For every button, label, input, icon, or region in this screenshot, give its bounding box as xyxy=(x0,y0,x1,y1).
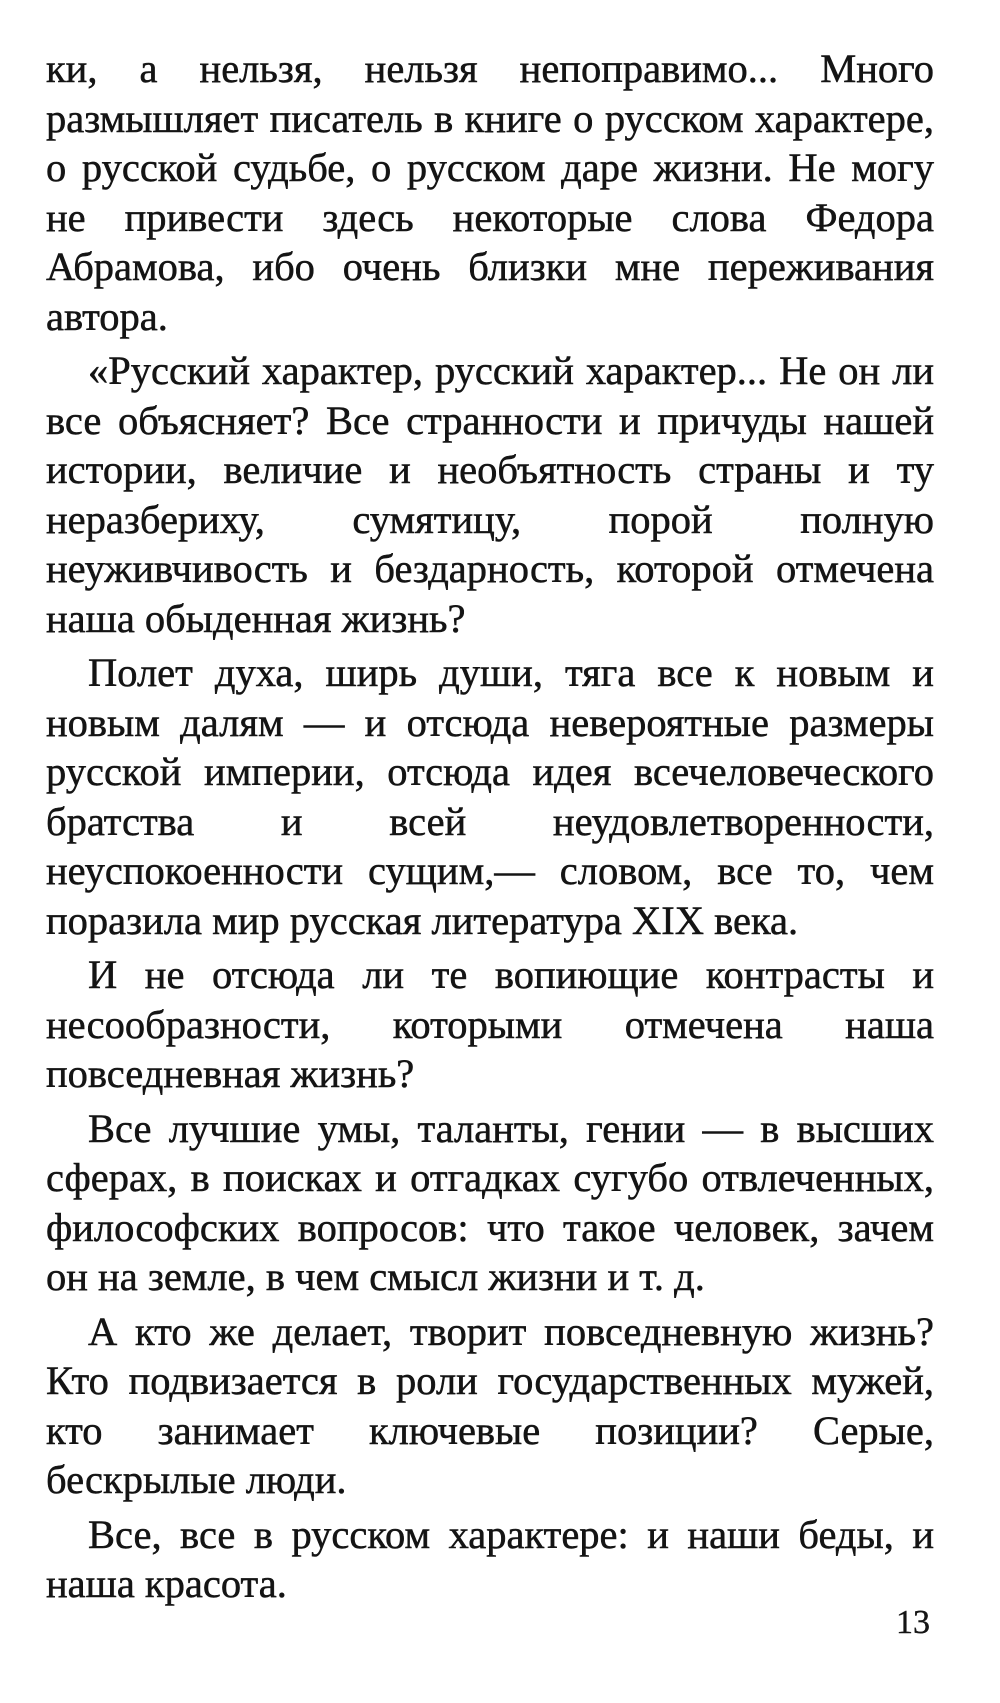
paragraph-1: ки, а нельзя, нельзя непоправимо... Много размышляет писатель в книге о русском характере, о русской судьбе, о русском даре жизни. Не могу не привести здесь некоторые слова Федора Абрамова, ибо очень близки мне переживания автора. xyxy=(46,46,934,339)
paragraph-7: Все, все в русском характере: и наши беды, и наша красота. xyxy=(46,1511,934,1606)
paragraph-4: И не отсюда ли те вопиющие контрасты и несообразности, которыми отмечена наша повседневная жизнь? xyxy=(46,952,934,1096)
paragraph-5: Все лучшие умы, таланты, гении — в высших сферах, в поисках и отгадках сугубо отвлеченных, философских вопросов: что такое человек, зачем он на земле, в чем смысл жизни и т. д. xyxy=(46,1105,934,1299)
paragraph-6: А кто же делает, творит повседневную жизнь? Кто подвизается в роли государственных мужей, кто занимает ключевые позиции? Серые, бескрылые люди. xyxy=(46,1308,934,1502)
paragraph-2: «Русский характер, русский характер... Не он ли все объясняет? Все странности и причуды нашей истории, величие и необъятность страны и ту неразбериху, сумятицу, порой полную неуживчивость и бездарность, которой отмечена наша обыденная жизнь? xyxy=(46,348,934,641)
paragraph-3: Полет духа, ширь души, тяга все к новым и новым далям — и отсюда невероятные размеры русской империи, отсюда идея всечеловеческого братства и всей неудовлетворенности, неуспокоенности сущим,— словом, все то, чем поразила мир русская литература XIX века. xyxy=(46,650,934,943)
page-number: 13 xyxy=(896,1604,930,1641)
page-body xyxy=(46,44,934,1614)
